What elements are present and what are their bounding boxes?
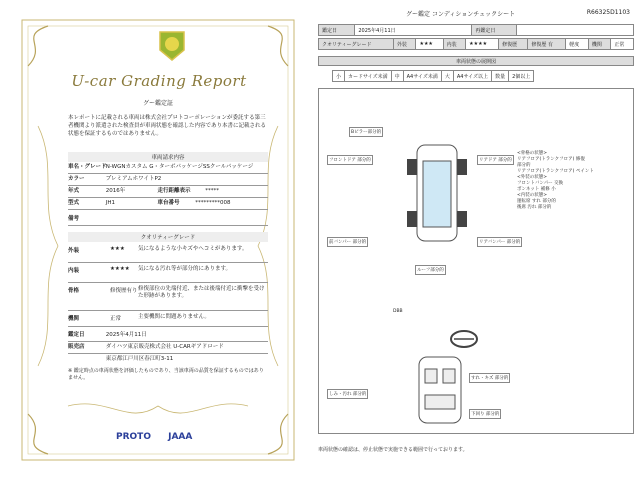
- intro-text: 本レポートに記載される車両は株式会社プロトコーポレーションが委託する第三者機関より派遣された検査員が車両状態を確認した内容であり本書に記載される状態を保証するものではありません。: [68, 115, 267, 137]
- size-cell: カードサイズ未満: [345, 71, 392, 82]
- car-diagram: [318, 88, 634, 434]
- grade-row-exterior: [68, 246, 268, 263]
- size-cell: 中: [391, 71, 403, 82]
- grade-label: 機関: [68, 316, 80, 322]
- grade-row-frame: [68, 286, 268, 311]
- gu-appraisal-badge: [158, 30, 186, 62]
- field-value: *********008: [195, 200, 231, 206]
- note-item: <外装の状態>: [517, 175, 548, 180]
- car-top-view: [397, 139, 477, 249]
- reexam-label: 再鑑定日: [472, 25, 517, 36]
- date-label: 鑑定日: [319, 25, 355, 36]
- field-row: [68, 198, 268, 210]
- note-item: 部分的: [517, 163, 531, 168]
- quality-section-heading: クオリティーグレード: [68, 232, 268, 242]
- damage-label: 前バンパー 部分的: [327, 237, 368, 247]
- date-label: 鑑定日: [68, 332, 85, 338]
- logo-row: [116, 432, 192, 442]
- note-item: フロントバンパー 交換: [517, 181, 564, 186]
- grade-description: 主要機関に問題ありません。: [138, 314, 210, 320]
- dealer-value: ダイハツ東京販売株式会社 U-CARギアドロード: [105, 344, 224, 350]
- col-value: ★★★★: [466, 39, 499, 50]
- grade-stars: 正常: [110, 316, 122, 322]
- vehicle-section-heading: 車両請求内容: [68, 152, 268, 162]
- notes-panel: [517, 151, 627, 211]
- field-label: 年式: [68, 188, 80, 194]
- condition-check-sheet: [318, 24, 634, 444]
- grade-stars: 修復歴有り: [110, 288, 138, 294]
- jaaa-logo: JAAA: [168, 432, 193, 442]
- col-value: 正常: [611, 39, 634, 50]
- grade-description: 気になるような小キズやへコミがあります。: [138, 246, 248, 252]
- field-row: [68, 342, 268, 354]
- date-value: 2025年4月11日: [105, 332, 147, 338]
- car-interior-view: [415, 355, 465, 425]
- grade-row-engine: [68, 314, 268, 327]
- damage-label: リアドア 部分的: [477, 155, 514, 165]
- note-item: ボンネット 補修 小: [517, 187, 556, 192]
- grade-stars: ★★★: [110, 246, 125, 252]
- grade-label: 内装: [68, 268, 80, 274]
- size-cell: 大: [441, 71, 453, 82]
- field-row: [68, 174, 268, 186]
- damage-label: 下回り 部分的: [469, 409, 501, 419]
- field-label: 車台番号: [157, 200, 180, 206]
- note-item: 後席 汚れ 部分的: [517, 205, 552, 210]
- damage-label: しみ・汚れ 部分的: [327, 389, 368, 399]
- address-value: 東京都江戸川区春江町3-11: [105, 356, 174, 362]
- footnote: ※ 鑑定時点の車両状態を評価したものであり、当該車両の品質を保証するものではありません。: [68, 368, 264, 381]
- damage-label: リアバンパー 部分的: [477, 237, 522, 247]
- dbb-label: DBB: [393, 309, 403, 314]
- grade-row-interior: [68, 266, 268, 283]
- size-cell: 2個以上: [509, 71, 534, 82]
- notes-title: <骨格の状態>: [517, 151, 548, 156]
- col-value: ★★★: [416, 39, 443, 50]
- address-row: [68, 354, 268, 365]
- bottom-note: 車両状態の確認は、停止状態で実施できる範囲で行っております。: [318, 447, 468, 453]
- col-label: 内装: [443, 39, 466, 50]
- field-label: カラー: [68, 176, 85, 182]
- field-value: プレミアムホワイトP2: [105, 176, 162, 182]
- col-value: 軽度: [566, 39, 589, 50]
- state-heading: 車両状態の展開図: [318, 56, 634, 66]
- damage-label: すれ・キズ 部分的: [469, 373, 510, 383]
- grade-label: 外装: [68, 248, 80, 254]
- size-cell: A4サイズ以上: [453, 71, 491, 82]
- col-label: 修復歴: [499, 39, 528, 50]
- field-label: 走行距離表示: [157, 188, 191, 194]
- size-cell: A4サイズ未満: [403, 71, 441, 82]
- field-row: [68, 214, 268, 226]
- field-label: 型式: [68, 200, 80, 206]
- field-label: 車名・グレード: [68, 164, 107, 170]
- note-item: リアフロア(トランクフロア) ペイント: [517, 169, 594, 174]
- field-row: [68, 162, 268, 174]
- field-value: JH1: [105, 200, 116, 206]
- damage-label: Bピラー部分的: [349, 127, 383, 137]
- note-item: <内装の状態>: [517, 193, 548, 198]
- report-subtitle: グー鑑定証: [142, 100, 173, 107]
- field-value: N-WGNカスタム G・ターボパッケージSSクールパッケージ: [105, 164, 254, 170]
- date-table: [318, 24, 634, 36]
- grade-label: 骨格: [68, 288, 80, 294]
- steering-wheel-icon: [449, 329, 479, 349]
- note-item: 運転席 すれ 部分的: [517, 199, 556, 204]
- col-label: 機関: [588, 39, 611, 50]
- field-label: 備考: [68, 216, 80, 222]
- col-label: 修復歴 有: [528, 39, 566, 50]
- grade-table: [318, 38, 634, 50]
- field-value: 2016年: [105, 188, 126, 194]
- dealer-label: 販売店: [68, 344, 85, 350]
- field-value: *****: [205, 188, 219, 194]
- size-cell: 数量: [492, 71, 509, 82]
- damage-label: ルーフ部分的: [415, 265, 446, 275]
- note-item: リアフロア(トランクフロア) 修復: [517, 157, 585, 162]
- grade-description: 気になる汚れ等が部分的にあります。: [138, 266, 232, 272]
- grade-description: 修復部位の先端付近、または後端付近に衝撃を受けた形跡があります。: [138, 286, 265, 299]
- size-cell: 小: [333, 71, 345, 82]
- reexam-value: [517, 25, 634, 36]
- report-title: U-car Grading Report: [71, 72, 247, 90]
- size-legend-table: [332, 70, 534, 82]
- sheet-number: R66325D1103: [586, 9, 630, 16]
- grade-stars: ★★★★: [110, 266, 130, 272]
- field-row: [68, 330, 268, 342]
- sheet-title: グー鑑定 コンディションチェックシート: [406, 11, 516, 18]
- col-label: 外装: [393, 39, 416, 50]
- grade-table-label: クオリティーグレード: [319, 39, 394, 50]
- grading-certificate: [8, 6, 308, 474]
- damage-label: フロントドア 部分的: [327, 155, 373, 165]
- field-row: [68, 186, 268, 198]
- date-value: 2025年4月11日: [355, 25, 472, 36]
- proto-logo: PROTO: [116, 432, 151, 442]
